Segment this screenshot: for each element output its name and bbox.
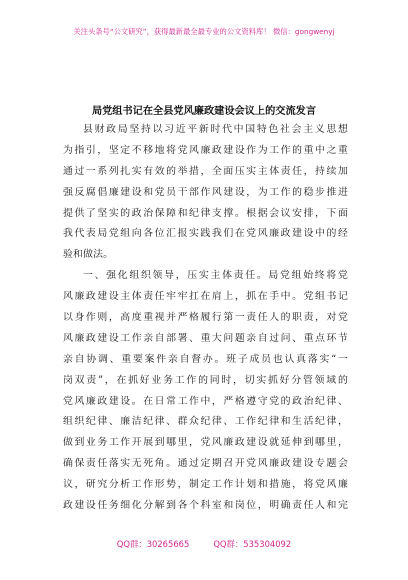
text-line: 县财政局坚持以习近平新时代中国特色社会主义思想 <box>83 124 348 135</box>
document-title: 局党组书记在全县党风廉政建设会议上的交流发言 <box>91 106 317 117</box>
document-body <box>63 120 348 517</box>
text-line: 一、强化组织领导，压实主体责任。局党组始终将党 <box>83 270 348 282</box>
footer-qq-groups <box>0 538 408 550</box>
text-line: 政建设任务细化分解到各个科室和岗位，明确责任人和完 <box>63 500 348 512</box>
text-line: 风廉政建设主体责任牢牢扛在肩上，抓在手中。党组书记 <box>63 291 348 303</box>
text-line: 做到业务工作开展到哪里，党风廉政建设就延伸到哪里， <box>63 437 348 449</box>
text-line: 风廉政建设工作亲自部署、重大问题亲自过问、重点环节 <box>63 332 348 344</box>
text-line: 组织纪律、廉洁纪律、群众纪律、工作纪律和生活纪律， <box>63 416 348 428</box>
qq-group-left: QQ群：30265665 <box>116 539 190 549</box>
text-line: 确保责任落实无死角。通过定期召开党风廉政建设专题会 <box>63 458 348 470</box>
text-line: 验和做法。 <box>63 249 114 261</box>
text-line: 岗双责”，在抓好业务工作的同时，切实抓好分管领域的 <box>63 374 348 386</box>
qq-group-right: QQ群：535304092 <box>213 539 292 549</box>
text-line: 党风廉政建设。在日常工作中，严格遵守党的政治纪律、 <box>63 395 348 407</box>
header-banner <box>0 27 408 37</box>
text-line: 提供了坚实的政治保障和纪律支撑。根据会议安排，下面 <box>63 207 348 219</box>
paragraph <box>63 120 348 266</box>
text-line: 强反腐倡廉建设和党员干部作风建设，为工作的稳步推进 <box>63 186 348 198</box>
header-banner-text: 关注头条号“公文研究”，获得最新最全最专业的公文资料库！ 微信：gongwenyj <box>73 27 335 36</box>
paragraph <box>63 266 348 517</box>
text-line: 通过一系列扎实有效的举措，全面压实主体责任，持续加 <box>63 165 348 177</box>
text-line: 以身作则，高度重视并严格履行第一责任人的职责，对党 <box>63 312 348 324</box>
text-line: 亲自协调、重要案件亲自督办。班子成员也认真落实“一 <box>63 353 348 365</box>
text-line: 我代表局党组向各位汇报实践我们在党风廉政建设中的经 <box>63 228 348 240</box>
text-line: 为指引，坚定不移地将党风廉政建设作为工作的重中之重 <box>63 144 348 156</box>
text-line: 议，研究分析工作形势，制定工作计划和措施，将党风廉 <box>63 479 348 491</box>
